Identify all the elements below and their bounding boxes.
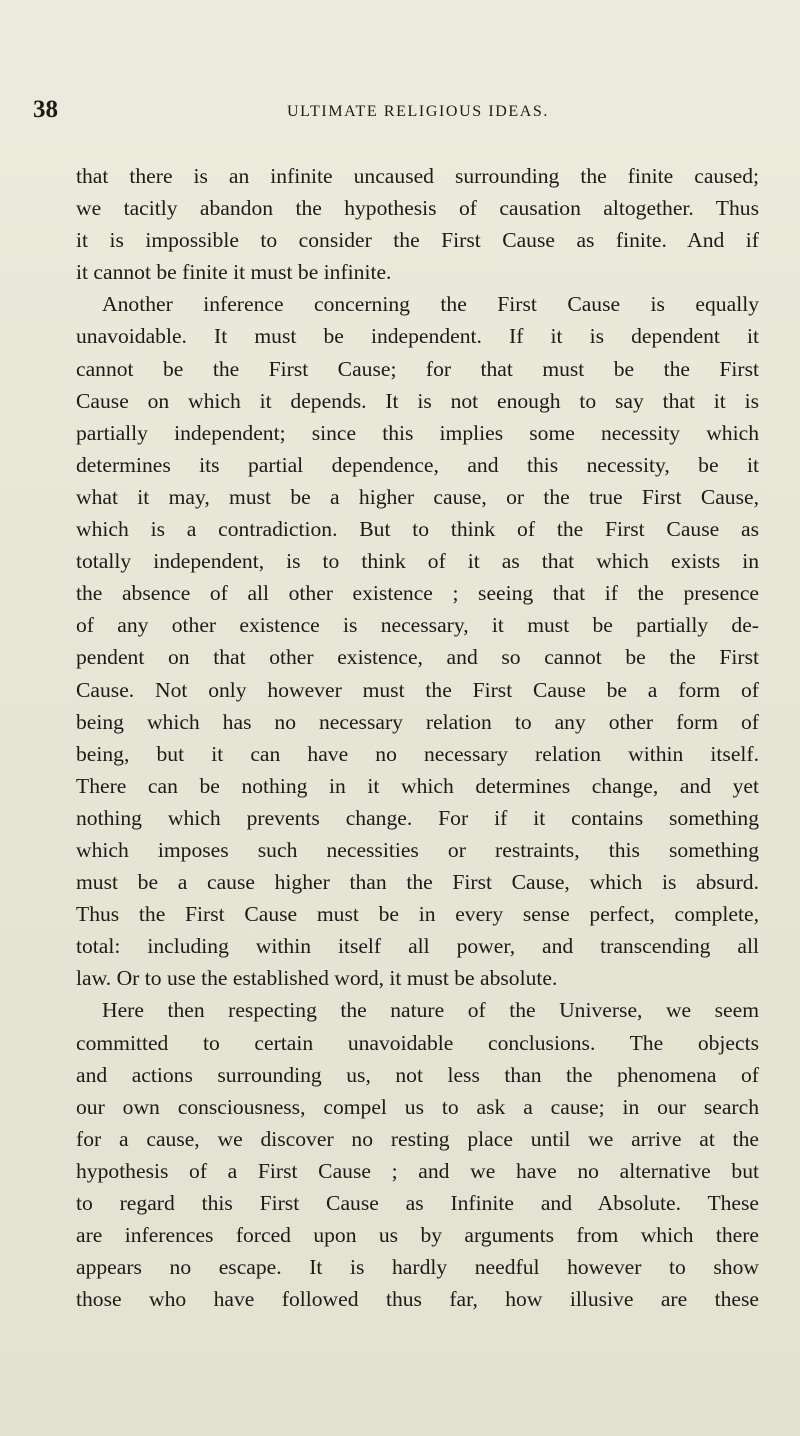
- text-line: being which has no necessary relation to any other form of: [76, 709, 759, 734]
- text-line: it is impossible to consider the First Cause as finite. And if: [76, 228, 759, 253]
- text-line: appears no escape. It is hardly needful however to show: [76, 1255, 759, 1280]
- text-line: we tacitly abandon the hypothesis of causation altogether. Thus: [76, 196, 759, 221]
- text-line: to regard this First Cause as Infinite and Absolute. These: [76, 1191, 759, 1215]
- running-title: ULTIMATE RELIGIOUS IDEAS.: [286, 103, 550, 120]
- text-line: totally independent, is to think of it as that which exists in: [76, 549, 759, 574]
- text-line: our own consciousness, compel us to ask a cause; in our search: [76, 1094, 759, 1119]
- text-line: that there is an infinite uncaused surrounding the finite caused;: [76, 164, 759, 188]
- paragraph-start-line: Here then respecting the nature of the Universe, we seem: [102, 998, 759, 1023]
- text-line: nothing which prevents change. For if it contains something: [76, 805, 759, 830]
- text-line: which imposes such necessities or restraints, this something: [76, 837, 759, 862]
- text-line: determines its partial dependence, and this necessity, be it: [76, 452, 759, 477]
- text-line: which is a contradiction. But to think of the First Cause as: [76, 517, 759, 542]
- text-line: unavoidable. It must be independent. If it is dependent it: [76, 324, 759, 349]
- text-line: There can be nothing in it which determines change, and yet: [76, 773, 759, 798]
- text-line: being, but it can have no necessary relation within itself.: [76, 741, 759, 766]
- text-line: the absence of all other existence ; seeing that if the presence: [76, 581, 759, 606]
- text-line: are inferences forced upon us by arguments from which there: [76, 1223, 759, 1248]
- text-line: Cause on which it depends. It is not enough to say that it is: [76, 388, 759, 413]
- text-line: of any other existence is necessary, it must be partially de-: [76, 613, 759, 638]
- text-line: cannot be the First Cause; for that must be the First: [76, 356, 759, 381]
- text-line: law. Or to use the established word, it must be absolute.: [76, 966, 558, 991]
- text-line: total: including within itself all power, and transcending all: [76, 934, 759, 959]
- page-header: [33, 96, 773, 126]
- text-line: Thus the First Cause must be in every sense perfect, complete,: [76, 902, 759, 927]
- text-line: partially independent; since this implies some necessity which: [76, 420, 759, 445]
- body-text: [76, 160, 759, 1315]
- text-line: and actions surrounding us, not less than the phenomena of: [76, 1062, 759, 1087]
- text-line: those who have followed thus far, how illusive are these: [76, 1287, 759, 1312]
- text-line: committed to certain unavoidable conclusions. The objects: [76, 1030, 759, 1055]
- text-line: hypothesis of a First Cause ; and we have no alternative but: [76, 1158, 759, 1183]
- text-line: Cause. Not only however must the First Cause be a form of: [76, 677, 759, 702]
- text-line: pendent on that other existence, and so cannot be the First: [76, 645, 759, 670]
- text-line: it cannot be finite it must be infinite.: [76, 260, 392, 285]
- paragraph-start-line: Another inference concerning the First Cause is equally: [102, 292, 759, 317]
- text-line: for a cause, we discover no resting place until we arrive at the: [76, 1126, 759, 1151]
- page-number: 38: [33, 96, 58, 123]
- text-line: must be a cause higher than the First Cause, which is absurd.: [76, 870, 759, 895]
- text-line: what it may, must be a higher cause, or the true First Cause,: [76, 484, 759, 509]
